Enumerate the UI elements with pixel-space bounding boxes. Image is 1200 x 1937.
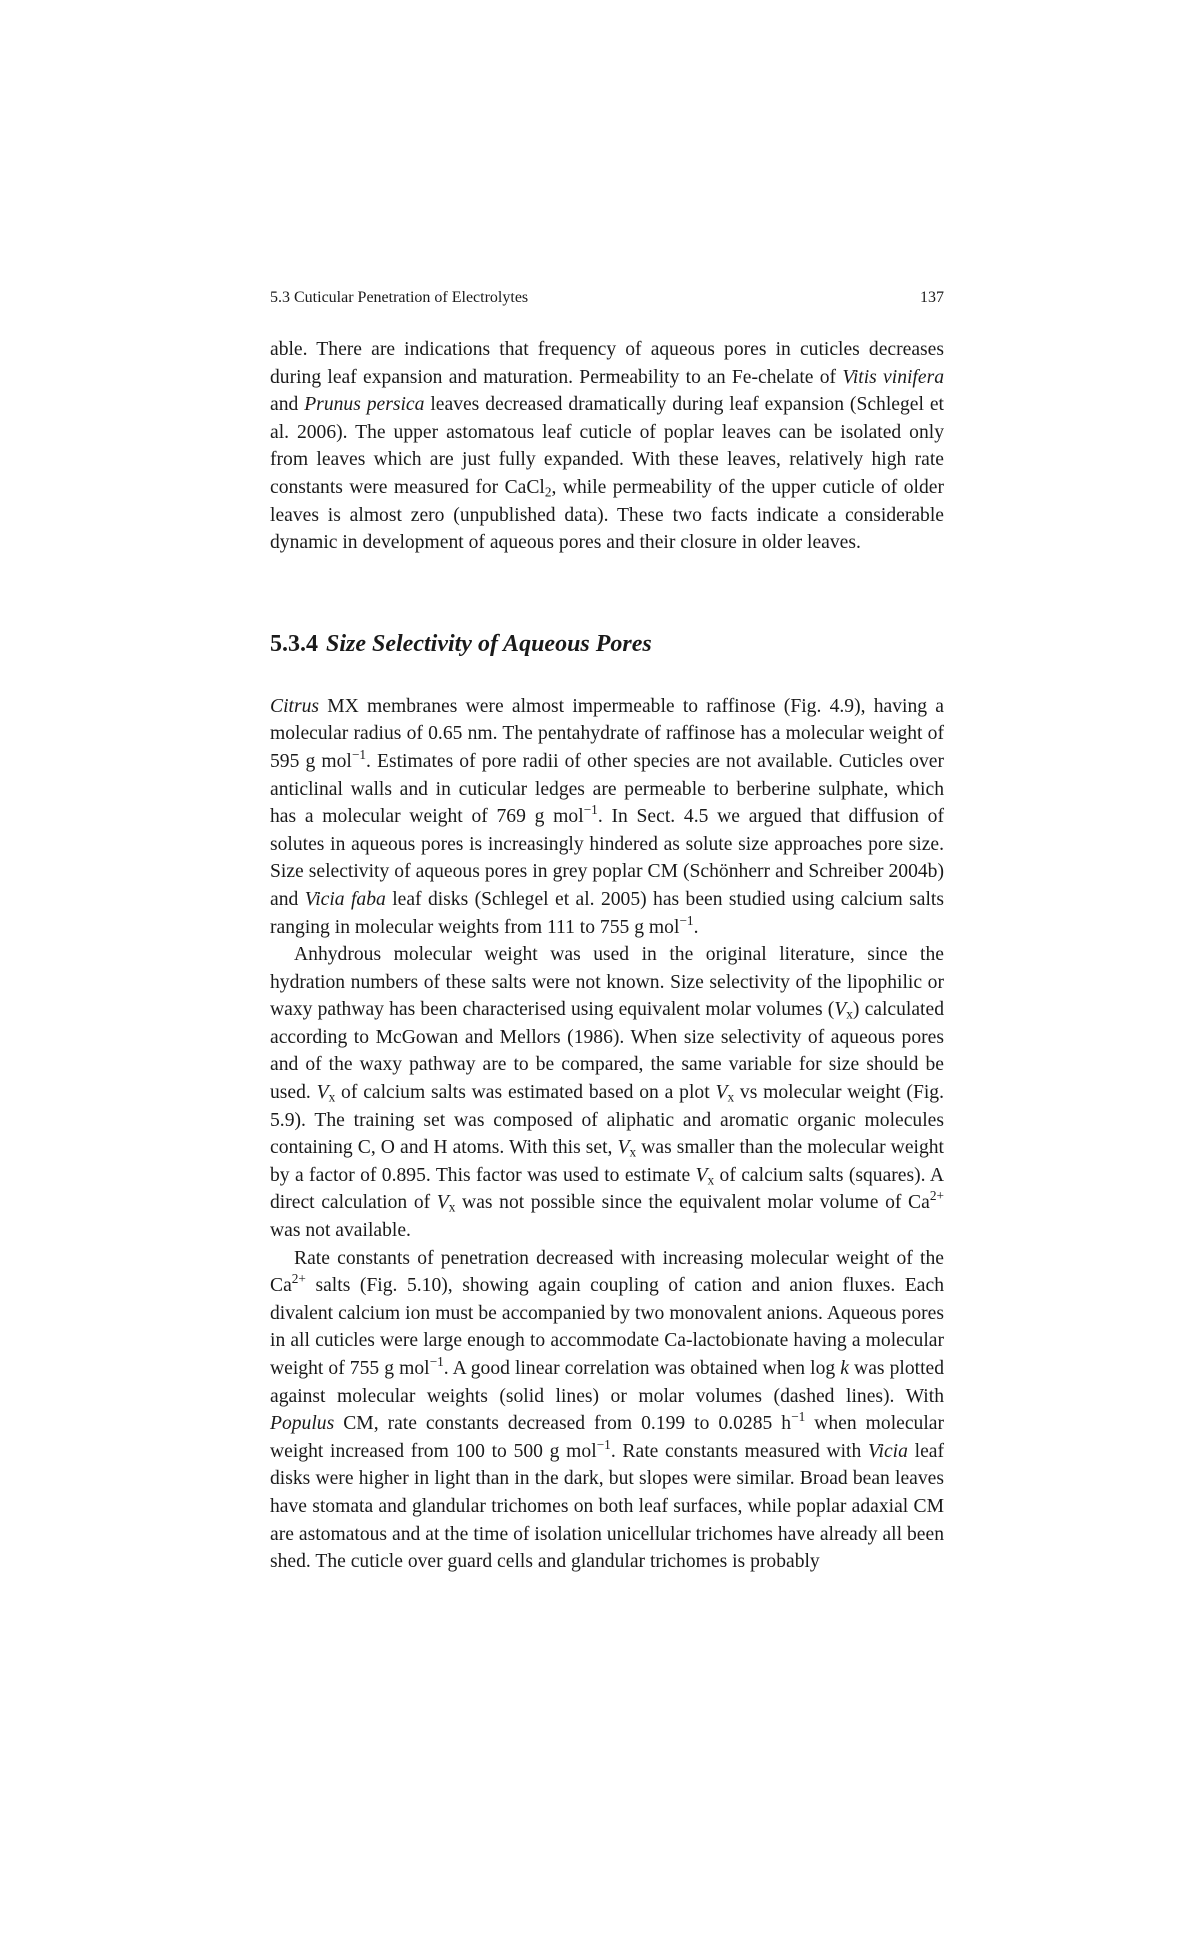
species-vicia-faba: Vicia faba — [304, 888, 386, 910]
running-title: 5.3 Cuticular Penetration of Electrolytes — [270, 289, 529, 306]
species-prunus-persica: Prunus persica — [304, 394, 425, 416]
species-citrus: Citrus — [270, 695, 320, 717]
species-populus: Populus — [270, 1413, 335, 1435]
paragraph-molar-volume: Anhydrous molecular weight was used in the original literature, since the hydration numbers of these salts were not known. Size selectivity of the lipophilic or waxy pathway has been characterised using equivalent molar volumes $(V_x)$ calculated according to McGowan and Mellors (1986). When size selectivity of aqueous pores and of the waxy pathway are to be compared, the same variable for size should be used. $V_x$ of calcium salts was estimated based on a plot $V_x$ vs molecular weight (Fig. 5.9). The training set was composed of aliphatic and aromatic organic molecules containing C, O and H atoms. With this set, $V_x$ was smaller than the molecular weight by a factor of 0.895. This factor was used to estimate $V_x$ of calcium salts (squares). A direct calculation of $V_x$ was not possible since the equivalent molar volume of $Ca^{2+}$ was not available. — [270, 944, 944, 1242]
running-head — [270, 288, 944, 308]
paragraph-citrus: Citrus MX membranes were almost impermeable to raffinose (Fig. 4.9), having a molecular radius of 0.65 nm. The pentahydrate of raffinose has a molecular weight of 595 g mol$^{-1}$. Estimates of pore radii of other species are not available. Cuticles over anticlinal walls and in cuticular ledges are permeable to berberine sulphate, which has a molecular weight of 769 g mol$^{-1}$. In Sect. 4.5 we argued that diffusion of solutes in aqueous pores is increasingly hindered as solute size approaches pore size. Size selectivity of aqueous pores in grey poplar CM (Schönherr and Schreiber 2004b) and Vicia faba leaf disks (Schlegel et al. 2005) has been studied using calcium salts ranging in molecular weights from 111 to 755 g mol$^{-1}$. — [270, 695, 944, 938]
section-title: Size Selectivity of Aqueous Pores — [326, 630, 652, 657]
paragraph-rate-constants: Rate constants of penetration decreased with increasing molecular weight of the $Ca^{2+}$ salts (Fig. 5.10), showing again coupling of cation and anion fluxes. Each divalent calcium ion must be accompanied by two monovalent anions. Aqueous pores in all cuticles were large enough to accommodate Ca-lactobionate having a molecular weight of 755 g mol$^{-1}$. A good linear correlation was obtained when log k was plotted against molecular weights (solid lines) or molar volumes (dashed lines). With Populus CM, rate constants decreased from 0.199 to 0.0285 $h^{-1}$ when molecular weight increased from 100 to 500 g mol$^{-1}$. Rate constants measured with Vicia leaf disks were higher in light than in the dark, but slopes were similar. Broad bean leaves have stomata and glandular trichomes on both leaf surfaces, while poplar adaxial CM are astomatous and at the time of isolation unicellular trichomes have already all been shed. The cuticle over guard cells and glandular trichomes is probably — [270, 1247, 945, 1573]
section-number: 5.3.4 — [270, 630, 318, 657]
paragraph-continuation: able. There are indications that frequency of aqueous pores in cuticles decreases during leaf expansion and maturation. Permeability to an Fe-chelate of Vitis vinifera and Prunus persica leaves decreased dramatically during leaf expansion (Schlegel et al. 2006). The upper astomatous leaf cuticle of poplar leaves can be isolated only from leaves which are just fully expanded. With these leaves, relatively high rate constants were measured for CaCl$_2$, while permeability of the upper cuticle of older leaves is almost zero (unpublished data). These two facts indicate a considerable dynamic in development of aqueous pores and their closure in older leaves. — [270, 339, 944, 554]
page-number: 137 — [920, 289, 944, 306]
species-vicia: Vicia — [868, 1440, 908, 1462]
body-text — [270, 336, 944, 1576]
section-heading — [270, 629, 944, 659]
species-vitis-vinifera: Vitis vinifera — [842, 366, 944, 388]
